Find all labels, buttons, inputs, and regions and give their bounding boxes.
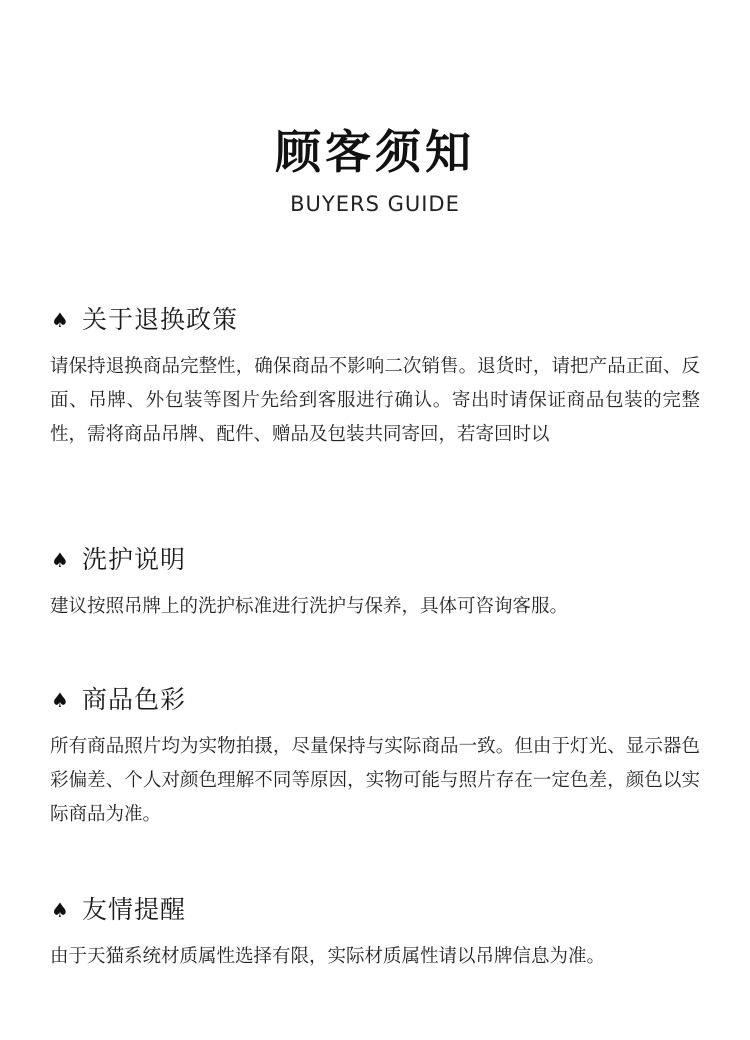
spade-icon: ♠ — [51, 548, 69, 572]
section-product-color — [50, 682, 700, 832]
section-title: 商品色彩 — [82, 685, 187, 714]
section-title: 洗护说明 — [82, 545, 187, 574]
section-body: 所有商品照片均为实物拍摄，尽量保持与实际商品一致。但由于灯光、显示器色彩偏差、个人对颜色理解不同等原因，实物可能与照片存在一定色差，颜色以实际商品为准。 — [50, 736, 700, 825]
section-body: 请保持退换商品完整性，确保商品不影响二次销售。退货时，请把产品正面、反面、吊牌、外包装等图片先给到客服进行确认。寄出时请保证商品包装的完整性，需将商品吊牌、配件、赠品及包装共同寄回，若寄回时以 — [50, 356, 700, 445]
section-header — [50, 302, 700, 338]
section-friendly-reminder — [50, 892, 700, 974]
section-header — [50, 682, 700, 718]
spade-icon: ♠ — [51, 688, 69, 712]
section-return-policy — [50, 302, 700, 452]
section-header — [50, 542, 700, 578]
page-subtitle: BUYERS GUIDE — [290, 192, 460, 216]
page-title: 顾客须知 — [275, 125, 475, 179]
spade-icon: ♠ — [51, 898, 69, 922]
section-title: 友情提醒 — [82, 895, 187, 924]
section-wash-care — [50, 542, 700, 624]
section-body: 由于天猫系统材质属性选择有限，实际材质属性请以吊牌信息为准。 — [50, 946, 606, 967]
spade-icon: ♠ — [51, 308, 69, 332]
section-title: 关于退换政策 — [82, 305, 239, 334]
section-header — [50, 892, 700, 928]
section-body: 建议按照吊牌上的洗护标准进行洗护与保养，具体可咨询客服。 — [50, 596, 569, 617]
